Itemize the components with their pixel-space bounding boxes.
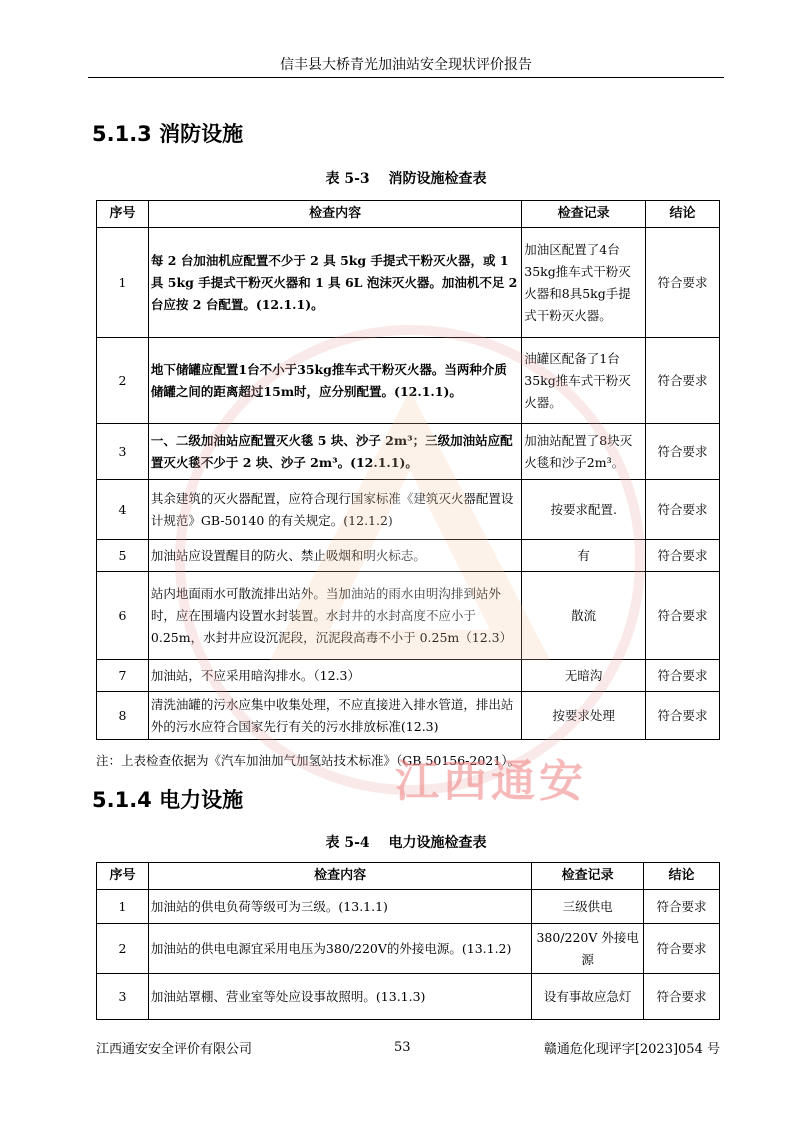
row-no: 1 — [97, 890, 149, 924]
row-no: 7 — [97, 660, 149, 692]
header-record: 检查记录 — [522, 201, 646, 228]
row-record: 油罐区配备了1台35kg推车式干粉灭火器。 — [522, 338, 646, 424]
row-content: 一、二级加油站应配置灭火毯 5 块、沙子 2m³；三级加油站应配置灭火毯不少于 2 块、沙子 2m³。(12.1.1)。 — [148, 424, 521, 480]
table-row — [97, 924, 720, 974]
table-row — [97, 692, 720, 740]
row-content: 加油站的供电电源宜采用电压为380/220V的外接电源。(13.1.2) — [148, 924, 531, 974]
footer-page-number: 53 — [394, 1040, 411, 1055]
row-result: 符合要求 — [646, 572, 720, 660]
row-record: 380/220V 外接电源 — [532, 924, 644, 974]
row-content: 地下储罐应配置1台不小于35kg推车式干粉灭火器。当两种介质储罐之间的距离超过15m时，应分别配置。(12.1.1)。 — [148, 338, 521, 424]
header-content: 检查内容 — [148, 863, 531, 890]
row-no: 3 — [97, 974, 149, 1020]
row-record: 加油站配置了8块灭火毯和沙子2m³。 — [522, 424, 646, 480]
row-content: 其余建筑的灭火器配置，应符合现行国家标准《建筑灭火器配置设计规范》GB-50140 的有关规定。(12.1.2) — [148, 480, 521, 540]
row-result: 符合要求 — [646, 540, 720, 572]
row-result: 符合要求 — [644, 890, 720, 924]
row-content: 加油站罩棚、营业室等处应设事故照明。(13.1.3) — [148, 974, 531, 1020]
row-no: 5 — [97, 540, 149, 572]
table-row — [97, 572, 720, 660]
row-result: 符合要求 — [646, 228, 720, 338]
row-no: 2 — [97, 924, 149, 974]
row-content: 站内地面雨水可散流排出站外。当加油站的雨水由明沟排到站外时，应在围墙内设置水封装置。水封井的水封高度不应小于 0.25m，水封井应设沉泥段，沉泥段高毒不小于 0.25m（12.3） — [148, 572, 521, 660]
power-facility-table — [96, 862, 720, 1020]
row-record: 按要求配置. — [522, 480, 646, 540]
header-no: 序号 — [97, 863, 149, 890]
watermark-stamp-text: 江西通安 — [395, 756, 587, 807]
row-content: 每 2 台加油机应配置不少于 2 具 5kg 手提式干粉灭火器，或 1 具 5kg 手提式干粉灭火器和 1 具 6L 泡沫灭火器。加油机不足 2 台应按 2 台配置。(12.1.1)。 — [148, 228, 521, 338]
section-title-fire: 5.1.3 消防设施 — [92, 122, 244, 146]
row-record: 散流 — [522, 572, 646, 660]
row-result: 符合要求 — [644, 974, 720, 1020]
table-note: 注：上表检查依据为《汽车加油加气加氢站技术标准》（GB 50156-2021）。 — [96, 753, 520, 768]
fire-facility-table — [96, 200, 720, 740]
header-result: 结论 — [644, 863, 720, 890]
table-row — [97, 660, 720, 692]
table-row — [97, 228, 720, 338]
row-result: 符合要求 — [644, 924, 720, 974]
table-row — [97, 540, 720, 572]
row-no: 1 — [97, 228, 149, 338]
row-no: 3 — [97, 424, 149, 480]
row-record: 设有事故应急灯 — [532, 974, 644, 1020]
row-no: 2 — [97, 338, 149, 424]
table-row — [97, 338, 720, 424]
header-result: 结论 — [646, 201, 720, 228]
row-content: 加油站的供电负荷等级可为三级。(13.1.1) — [148, 890, 531, 924]
table-row — [97, 424, 720, 480]
footer-company: 江西通安安全评价有限公司 — [96, 1042, 253, 1057]
row-content: 清洗油罐的污水应集中收集处理，不应直接进入排水管道，排出站外的污水应符合国家先行有关的污水排放标准(12.3) — [148, 692, 521, 740]
row-result: 符合要求 — [646, 480, 720, 540]
table-row — [97, 974, 720, 1020]
table-row — [97, 890, 720, 924]
row-content: 加油站应设置醒目的防火、禁止吸烟和明火标志。 — [148, 540, 521, 572]
page-header: 信丰县大桥青光加油站安全现状评价报告 — [88, 54, 724, 78]
row-result: 符合要求 — [646, 424, 720, 480]
row-content: 加油站，不应采用暗沟排水。（12.3） — [148, 660, 521, 692]
table-row — [97, 480, 720, 540]
row-no: 4 — [97, 480, 149, 540]
row-record: 三级供电 — [532, 890, 644, 924]
row-result: 符合要求 — [646, 692, 720, 740]
section-title-power: 5.1.4 电力设施 — [92, 788, 244, 812]
row-record: 有 — [522, 540, 646, 572]
header-no: 序号 — [97, 201, 149, 228]
row-record: 按要求处理 — [522, 692, 646, 740]
row-no: 6 — [97, 572, 149, 660]
row-record: 加油区配置了4台35kg推车式干粉灭火器和8具5kg手提式干粉灭火器。 — [522, 228, 646, 338]
row-result: 符合要求 — [646, 660, 720, 692]
row-record: 无暗沟 — [522, 660, 646, 692]
header-content: 检查内容 — [148, 201, 521, 228]
table-header-row — [97, 863, 720, 890]
table-header-row — [97, 201, 720, 228]
footer-doc-number: 赣通危化现评字[2023]054 号 — [543, 1042, 720, 1057]
table-caption-fire: 表 5-3 消防设施检查表 — [325, 171, 487, 187]
row-no: 8 — [97, 692, 149, 740]
table-caption-power: 表 5-4 电力设施检查表 — [325, 835, 487, 851]
header-record: 检查记录 — [532, 863, 644, 890]
row-result: 符合要求 — [646, 338, 720, 424]
